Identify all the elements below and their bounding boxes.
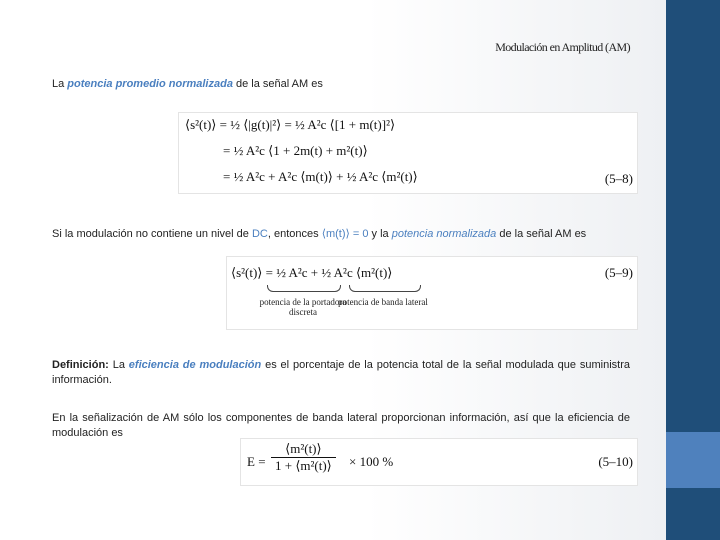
intro-paragraph bbox=[52, 77, 323, 92]
eq510-fraction bbox=[271, 441, 336, 474]
p2-post: de la señal AM es bbox=[496, 228, 587, 240]
p2-dc: DC bbox=[251, 228, 268, 240]
definition-label: Definición: bbox=[52, 359, 109, 371]
eq510-number: (5–10) bbox=[598, 454, 633, 469]
p2-condition: ⟨m(t)⟩ = 0 bbox=[321, 228, 369, 240]
equation-5-10 bbox=[240, 438, 638, 486]
eq510-lhs: E = bbox=[247, 454, 266, 469]
brace-sideband bbox=[349, 285, 421, 292]
brace-carrier bbox=[267, 285, 341, 292]
slide-title: Modulación en Amplitud (AM) bbox=[495, 40, 630, 54]
equation-5-8 bbox=[178, 112, 638, 194]
eq510-denominator: 1 + ⟨m²(t)⟩ bbox=[275, 458, 332, 473]
eq510-rhs: × 100 % bbox=[349, 454, 394, 469]
p1-highlight: potencia promedio normalizada bbox=[67, 78, 233, 90]
eq58-line2: = ½ A²c ⟨1 + 2m(t) + m²(t)⟩ bbox=[223, 143, 368, 158]
equation-5-9 bbox=[226, 256, 638, 330]
eq510-numerator: ⟨m²(t)⟩ bbox=[271, 441, 336, 458]
efficiency-paragraph: En la señalización de AM sólo los componentes de banda lateral proporcionan información, así que la eficiencia de modulación es bbox=[52, 412, 630, 439]
p2-pre: Si la modulación no contiene un nivel de bbox=[52, 228, 252, 240]
eq58-line1: ⟨s²(t)⟩ = ½ ⟨|g(t)|²⟩ = ½ A²c ⟨[1 + m(t)]²⟩ bbox=[185, 117, 396, 132]
sidebar-accent-block bbox=[666, 432, 720, 488]
eq59-formula: ⟨s²(t)⟩ = ½ A²c + ½ A²c ⟨m²(t)⟩ bbox=[231, 265, 393, 280]
eq58-line3: = ½ A²c + A²c ⟨m(t)⟩ + ½ A²c ⟨m²(t)⟩ bbox=[223, 169, 418, 184]
eq58-number: (5–8) bbox=[604, 171, 633, 186]
p1-post: de la señal AM es bbox=[232, 78, 323, 90]
p2-mid2: y la bbox=[368, 228, 392, 240]
p3-pre: La bbox=[108, 359, 129, 371]
eq59-number: (5–9) bbox=[604, 265, 633, 280]
label-carrier-power: potencia de la portadora discreta bbox=[259, 297, 347, 317]
p2-mid: , entonces bbox=[267, 228, 322, 240]
p1-pre: La bbox=[52, 78, 68, 90]
p3-post: es el porcentaje de la potencia total de la señal modulada que suministra información. bbox=[52, 359, 630, 386]
p2-highlight: potencia normalizada bbox=[391, 228, 497, 240]
p3-highlight: eficiencia de modulación bbox=[128, 359, 262, 371]
definition-paragraph bbox=[52, 358, 630, 388]
dc-paragraph bbox=[52, 227, 642, 242]
label-sideband-power: potencia de banda lateral bbox=[338, 297, 428, 307]
